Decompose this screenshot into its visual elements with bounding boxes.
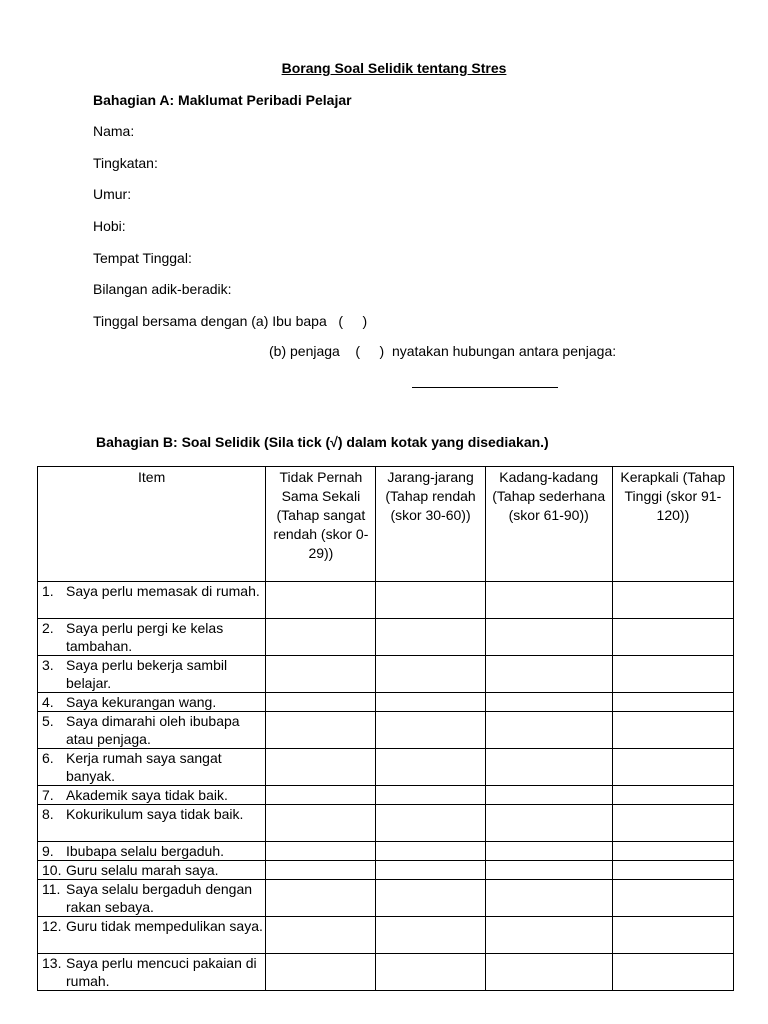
field-penjaga: (b) penjaga ( ) nyatakan hubungan antara penjaga: xyxy=(269,343,617,359)
item-text: Saya perlu pergi ke kelas tambahan. xyxy=(66,620,224,654)
checkbox-cell[interactable] xyxy=(612,619,733,656)
checkbox-cell[interactable] xyxy=(376,786,485,805)
checkbox-cell[interactable] xyxy=(376,619,485,656)
checkbox-cell[interactable] xyxy=(376,693,485,712)
header-tidak-pernah: Tidak Pernah Sama Sekali (Tahap sangat rendah (skor 0-29)) xyxy=(266,467,376,582)
item-text: Saya selalu bergaduh dengan rakan sebaya. xyxy=(66,881,253,915)
checkbox-cell[interactable] xyxy=(485,582,612,619)
item-number: 10. xyxy=(42,862,62,878)
checkbox-cell[interactable] xyxy=(376,954,485,991)
item-text: Saya perlu bekerja sambil belajar. xyxy=(66,657,228,691)
checkbox-cell[interactable] xyxy=(266,619,376,656)
item-number: 9. xyxy=(42,843,54,859)
section-a-heading: Bahagian A: Maklumat Peribadi Pelajar xyxy=(93,92,352,108)
item-text: Kerja rumah saya sangat banyak. xyxy=(66,750,222,784)
checkbox-cell[interactable] xyxy=(376,805,485,842)
table-row xyxy=(38,954,734,991)
checkbox-cell[interactable] xyxy=(612,693,733,712)
item-text: Akademik saya tidak baik. xyxy=(66,787,228,803)
checkbox-cell[interactable] xyxy=(266,954,376,991)
penjaga-answer-line xyxy=(412,387,558,388)
table-row xyxy=(38,861,734,880)
checkbox-cell[interactable] xyxy=(376,749,485,786)
checkbox-cell[interactable] xyxy=(376,917,485,954)
item-number: 1. xyxy=(42,583,54,599)
field-umur: Umur: xyxy=(93,186,132,202)
checkbox-cell[interactable] xyxy=(376,842,485,861)
checkbox-cell[interactable] xyxy=(266,880,376,917)
checkbox-cell[interactable] xyxy=(376,582,485,619)
checkbox-cell[interactable] xyxy=(612,917,733,954)
checkbox-cell[interactable] xyxy=(376,880,485,917)
checkbox-cell[interactable] xyxy=(266,842,376,861)
checkbox-cell[interactable] xyxy=(266,805,376,842)
checkbox-cell[interactable] xyxy=(376,861,485,880)
table-row xyxy=(38,917,734,954)
checkbox-cell[interactable] xyxy=(612,786,733,805)
header-jarang: Jarang-jarang (Tahap rendah (skor 30-60)) xyxy=(376,467,485,582)
item-number: 11. xyxy=(42,881,61,897)
checkbox-cell[interactable] xyxy=(485,712,612,749)
checkbox-cell[interactable] xyxy=(612,880,733,917)
section-b-heading: Bahagian B: Soal Selidik (Sila tick (√) dalam kotak yang disediakan.) xyxy=(96,434,549,450)
item-text: Ibubapa selalu bergaduh. xyxy=(66,843,225,859)
checkbox-cell[interactable] xyxy=(485,842,612,861)
item-text: Saya dimarahi oleh ibubapa atau penjaga. xyxy=(66,713,240,747)
checkbox-cell[interactable] xyxy=(485,749,612,786)
checkbox-cell[interactable] xyxy=(612,712,733,749)
item-text: Saya perlu memasak di rumah. xyxy=(66,583,260,599)
checkbox-cell[interactable] xyxy=(612,805,733,842)
checkbox-cell[interactable] xyxy=(485,861,612,880)
checkbox-cell[interactable] xyxy=(612,582,733,619)
item-text: Saya kekurangan wang. xyxy=(66,694,217,710)
item-number: 8. xyxy=(42,806,54,822)
document-title: Borang Soal Selidik tentang Stres xyxy=(281,60,507,76)
table-row xyxy=(38,619,734,656)
table-row xyxy=(38,749,734,786)
field-tempat-tinggal: Tempat Tinggal: xyxy=(93,250,192,266)
table-row xyxy=(38,842,734,861)
field-adik-beradik: Bilangan adik-beradik: xyxy=(93,281,232,297)
header-item: Item xyxy=(38,467,266,582)
field-tingkatan: Tingkatan: xyxy=(93,155,158,171)
checkbox-cell[interactable] xyxy=(485,693,612,712)
checkbox-cell[interactable] xyxy=(485,619,612,656)
checkbox-cell[interactable] xyxy=(266,693,376,712)
item-number: 12. xyxy=(42,918,62,934)
item-text: Guru selalu marah saya. xyxy=(66,862,219,878)
table-row xyxy=(38,693,734,712)
field-hobi: Hobi: xyxy=(93,218,126,234)
checkbox-cell[interactable] xyxy=(266,917,376,954)
table-row xyxy=(38,786,734,805)
item-number: 6. xyxy=(42,750,54,766)
checkbox-cell[interactable] xyxy=(612,842,733,861)
table-row xyxy=(38,805,734,842)
checkbox-cell[interactable] xyxy=(485,805,612,842)
checkbox-cell[interactable] xyxy=(612,656,733,693)
checkbox-cell[interactable] xyxy=(485,656,612,693)
checkbox-cell[interactable] xyxy=(485,880,612,917)
checkbox-cell[interactable] xyxy=(266,582,376,619)
checkbox-cell[interactable] xyxy=(266,786,376,805)
field-nama: Nama: xyxy=(93,123,135,139)
checkbox-cell[interactable] xyxy=(376,712,485,749)
item-number: 2. xyxy=(42,620,54,636)
checkbox-cell[interactable] xyxy=(266,749,376,786)
checkbox-cell[interactable] xyxy=(485,786,612,805)
table-row xyxy=(38,656,734,693)
table-row xyxy=(38,880,734,917)
checkbox-cell[interactable] xyxy=(612,749,733,786)
header-kadang: Kadang-kadang (Tahap sederhana (skor 61-90)) xyxy=(485,467,612,582)
checkbox-cell[interactable] xyxy=(376,656,485,693)
checkbox-cell[interactable] xyxy=(485,917,612,954)
checkbox-cell[interactable] xyxy=(266,861,376,880)
item-number: 13. xyxy=(42,955,62,971)
item-text: Guru tidak mempedulikan saya. xyxy=(66,918,263,934)
item-number: 4. xyxy=(42,694,54,710)
item-number: 5. xyxy=(42,713,54,729)
checkbox-cell[interactable] xyxy=(485,954,612,991)
checkbox-cell[interactable] xyxy=(612,954,733,991)
table-row xyxy=(38,712,734,749)
table-row xyxy=(38,582,734,619)
item-number: 3. xyxy=(42,657,54,673)
checkbox-cell[interactable] xyxy=(266,656,376,693)
item-text: Saya perlu mencuci pakaian di rumah. xyxy=(66,955,257,989)
item-number: 7. xyxy=(42,787,54,803)
checkbox-cell[interactable] xyxy=(612,861,733,880)
field-tinggal-bersama: Tinggal bersama dengan (a) Ibu bapa ( ) xyxy=(93,313,368,329)
questionnaire-table xyxy=(37,466,734,991)
item-text: Kokurikulum saya tidak baik. xyxy=(66,806,244,822)
header-kerapkali: Kerapkali (Tahap Tinggi (skor 91-120)) xyxy=(612,467,733,582)
checkbox-cell[interactable] xyxy=(266,712,376,749)
